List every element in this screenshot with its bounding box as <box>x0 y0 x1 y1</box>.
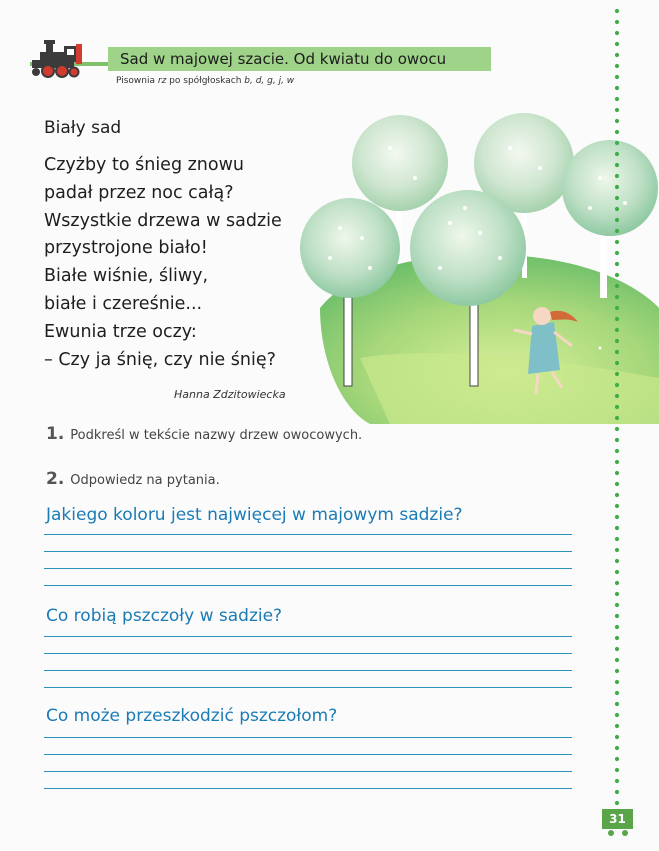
chapter-subtitle: Pisownia rz po spółgłoskach b, d, g, j, w <box>116 76 295 86</box>
orchard-illustration <box>300 108 659 424</box>
poem-line: białe i czereśnie... <box>44 293 203 314</box>
poem-title: Biały sad <box>44 118 122 138</box>
poem-line: Czyżby to śnieg znowu <box>44 155 245 175</box>
answer-line[interactable] <box>44 551 572 552</box>
task-1 <box>46 424 362 444</box>
answer-line[interactable] <box>44 585 572 586</box>
answer-line[interactable] <box>44 653 572 654</box>
task-text: Odpowiedz na pytania. <box>70 473 220 488</box>
answer-line[interactable] <box>44 687 572 688</box>
poem-author: Hanna Zdzitowiecka <box>174 388 286 401</box>
answer-line[interactable] <box>44 788 572 789</box>
task-number: 2. <box>46 469 65 489</box>
answer-line[interactable] <box>44 754 572 755</box>
answer-line[interactable] <box>44 534 572 535</box>
answer-line[interactable] <box>44 737 572 738</box>
page-number: 31 <box>602 809 633 829</box>
question-3: Co może przeszkodzić pszczołom? <box>46 706 338 726</box>
poem-line: przystrojone biało! <box>44 238 208 259</box>
question-1: Jakiego koloru jest najwięcej w majowym sadzie? <box>46 505 463 525</box>
poem-line: padał przez noc całą? <box>44 182 234 203</box>
poem-text <box>44 152 282 374</box>
task-text: Podkreśl w tekście nazwy drzew owocowych. <box>70 428 363 443</box>
answer-line[interactable] <box>44 568 572 569</box>
train-icon <box>30 38 108 82</box>
poem-line: Białe wiśnie, śliwy, <box>44 266 209 287</box>
answer-line[interactable] <box>44 636 572 637</box>
poem-line: – Czy ja śnię, czy nie śnię? <box>44 349 276 370</box>
question-2: Co robią pszczoły w sadzie? <box>46 606 283 626</box>
poem-line: Ewunia trze oczy: <box>44 321 197 342</box>
answer-line[interactable] <box>44 670 572 671</box>
poem-line: Wszystkie drzewa w sadzie <box>44 210 282 231</box>
chapter-title: Sad w majowej szacie. Od kwiatu do owocu <box>108 47 491 71</box>
dotted-margin <box>614 8 620 808</box>
task-2 <box>46 469 220 489</box>
task-number: 1. <box>46 424 65 444</box>
answer-line[interactable] <box>44 771 572 772</box>
page-number-decoration <box>606 829 630 837</box>
